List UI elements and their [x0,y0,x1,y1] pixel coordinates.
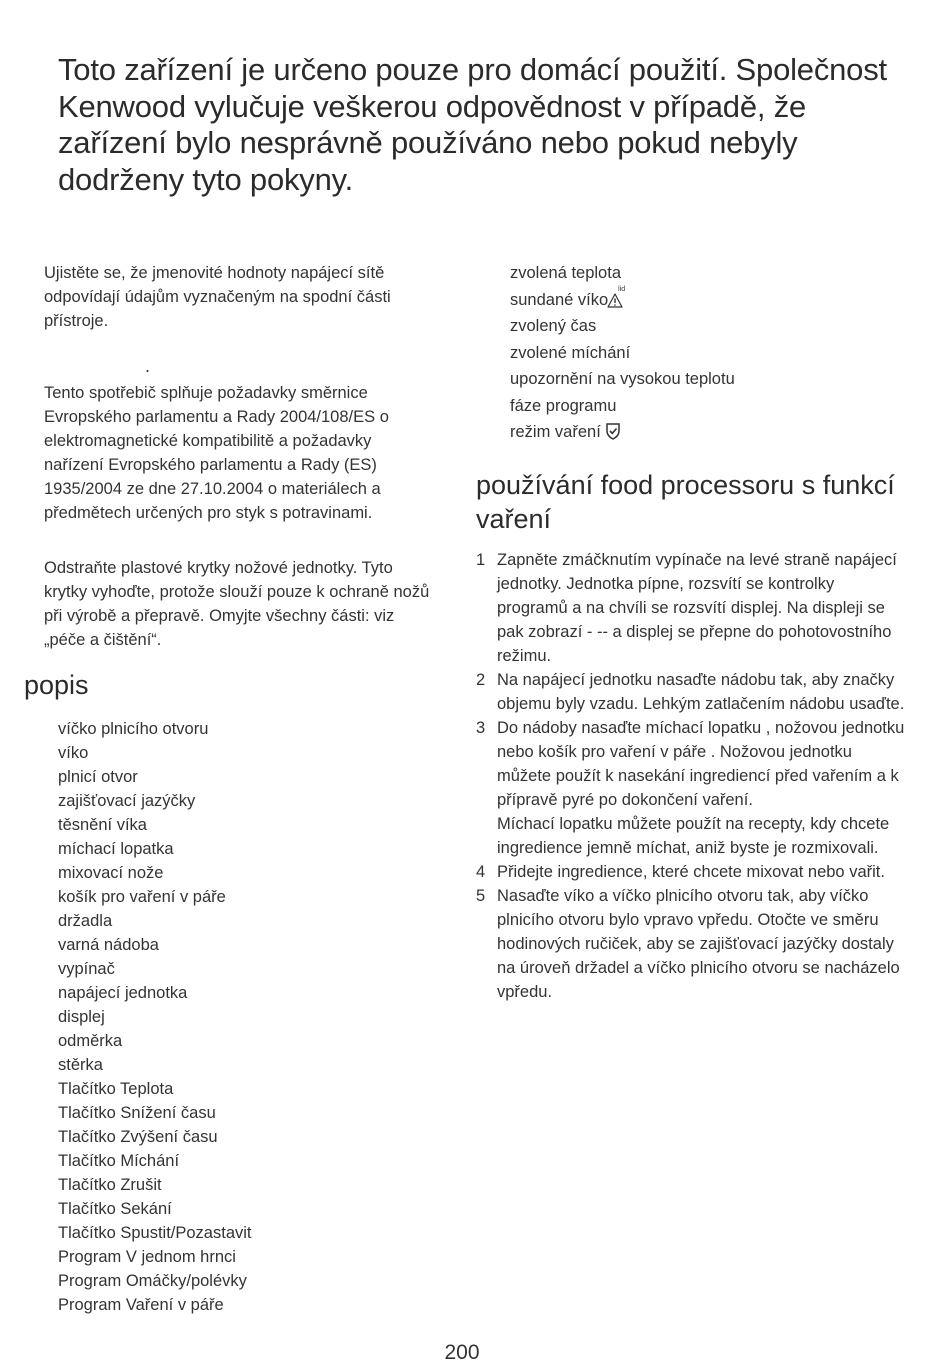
list-item: fáze programu [510,396,617,415]
blade-covers-note: Odstraňte plastové krytky nožové jednotky. Tyto krytky vyhoďte, protože slouží pouze k ochraně nožů při výrobě a přepravě. Omyjte všechny části: viz „péče a čištění“. [44,559,430,649]
intro-statement: Toto zařízení je určeno pouze pro domácí použití. Společnost Kenwood vylučuje veškerou odpovědnost v případě, že zařízení bylo nesprávně používáno nebo pokud nebyly dodrženy tyto pokyny. [58,52,887,197]
list-item: zajišťovací jazýčky [58,792,196,810]
instruction-steps [476,548,906,1004]
step-number: 4 [476,863,486,881]
list-item: sundané víko$^{lid}$ [510,288,735,315]
list-item: těsnění víka [58,816,147,834]
display-indicators-list [510,261,735,447]
list-item: držadla [58,912,113,930]
parts-list [58,717,252,1317]
list-item [476,548,906,668]
list-item: stěrka [58,1056,103,1074]
list-item: Tlačítko Zvýšení času [58,1128,218,1146]
list-item [476,716,906,860]
list-item: Program V jednom hrnci [58,1248,236,1266]
step-number: 1 [476,551,486,569]
step-text: Do nádoby nasaďte míchací lopatku , nožovou jednotku nebo košík pro vaření v páře . Nožovou jednotku můžete použít k nasekání ingrediencí před vařením a k přípravě pyré po dokončení vaření. [497,719,905,809]
list-item: upozornění na vysokou teplotu [510,370,735,388]
list-item: vypínač [58,960,115,978]
list-item: košík pro vaření v páře [58,888,226,906]
list-item: Program Omáčky/polévky [58,1272,247,1290]
lid-label: lid [618,285,626,293]
stray-dot: . [145,356,151,376]
list-item [476,860,906,884]
list-item: Tlačítko Míchání [58,1152,180,1170]
page-number: 200 [444,1341,480,1364]
list-item: Tlačítko Snížení času [58,1104,216,1122]
list-item: Tlačítko Sekání [58,1200,172,1218]
section-heading-cooking: používání food processoru s funkcí vaření [476,470,895,534]
list-item [476,884,906,1004]
list-item: napájecí jednotka [58,984,188,1002]
list-item: Tlačítko Spustit/Pozastavit [58,1224,252,1242]
list-item: Tlačítko Teplota [58,1080,174,1098]
step-number: 5 [476,887,486,905]
list-item: plnicí otvor [58,768,138,786]
step-text: Zapněte zmáčknutím vypínače na levé straně napájecí jednotky. Jednotka pípne, rozsvítí se kontrolky programů a na chvíli se rozsvítí displej. Na displeji se pak zobrazí - -- a displej se přepne do pohotovostního režimu. [497,551,897,665]
list-item: zvolené míchání [510,343,631,362]
step-text: Na napájecí jednotku nasaďte nádobu tak, aby značky objemu byly vzadu. Lehkým zatlačením nádobu usaďte. [497,671,905,713]
list-item: mixovací nože [58,864,164,882]
list-item: zvolená teplota [510,264,621,282]
shield-check-icon [605,422,621,447]
list-item: zvolený čas [510,317,597,335]
list-item: míchací lopatka [58,840,174,858]
step-text: Míchací lopatku můžete použít na recepty, kdy chcete ingredience jemně míchat, aniž byste je rozmixovali. [497,815,890,857]
list-item: odměrka [58,1032,123,1050]
step-text: Přidejte ingredience, které chcete mixovat nebo vařit. [497,863,885,881]
section-heading-popis: popis [24,670,89,700]
list-item: víčko plnicího otvoru [58,720,209,738]
step-number: 3 [476,719,486,737]
warning-triangle-icon [607,291,623,315]
step-number: 2 [476,671,486,689]
list-item: víko [58,744,89,762]
step-text: Nasaďte víko a víčko plnicího otvoru tak, aby víčko plnicího otvoru bylo vpravo vpředu. Otočte ve směru hodinových ručiček, aby se zajišťovací jazýčky dostaly na úroveň držadel a víčko plnicího otvoru se nacházelo vpředu. [497,887,900,1001]
list-item: Tlačítko Zrušit [58,1176,162,1194]
list-item: varná nádoba [58,936,159,954]
list-item: Program Vaření v páře [58,1296,224,1314]
list-item: displej [58,1008,105,1026]
list-item [476,668,906,716]
list-item: režim vaření [510,420,735,447]
voltage-note: Ujistěte se, že jmenovité hodnoty napájecí sítě odpovídají údajům vyznačeným na spodní části přístroje. [44,264,391,330]
compliance-note: Tento spotřebič splňuje požadavky směrnice Evropského parlamentu a Rady 2004/108/ES o elektromagnetické kompatibilitě a požadavky nařízení Evropského parlamentu a Rady (ES) 1935/2004 ze dne 27.10.2004 o materiálech a předmětech určených pro styk s potravinami. [44,384,389,522]
